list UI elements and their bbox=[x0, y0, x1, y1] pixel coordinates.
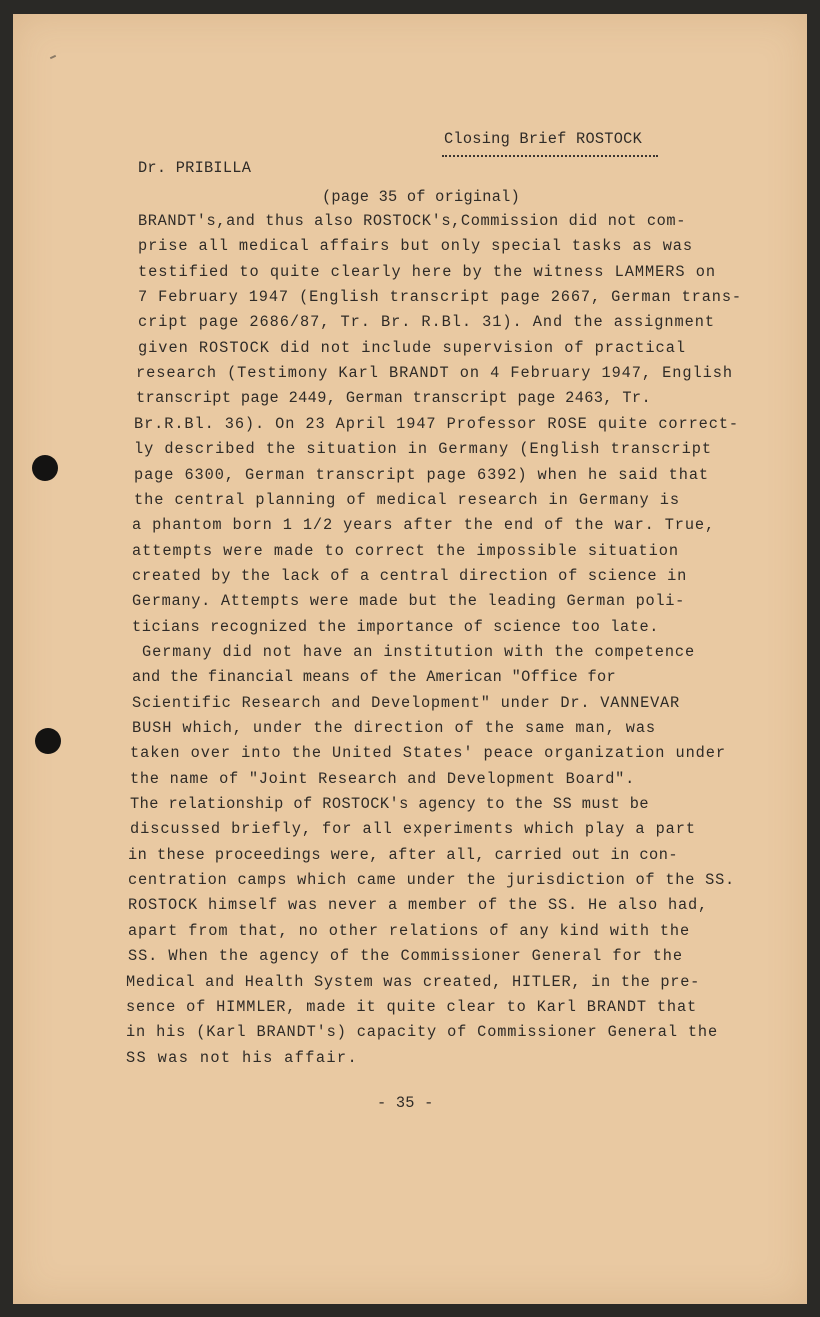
body-line: the central planning of medical research in Germany is bbox=[134, 491, 680, 509]
body-line: discussed briefly, for all experiments which play a part bbox=[130, 820, 696, 838]
document-title: Closing Brief ROSTOCK bbox=[444, 130, 643, 148]
title-underline bbox=[442, 155, 658, 157]
body-line: Germany did not have an institution with the competence bbox=[132, 643, 695, 661]
body-line: SS was not his affair. bbox=[126, 1049, 358, 1067]
body-line: in his (Karl BRANDT's) capacity of Commissioner General the bbox=[126, 1023, 718, 1041]
body-line: ticians recognized the importance of science too late. bbox=[132, 618, 659, 636]
body-line: BUSH which, under the direction of the same man, was bbox=[132, 719, 656, 737]
body-line: cript page 2686/87, Tr. Br. R.Bl. 31). And the assignment bbox=[138, 313, 715, 331]
body-line: Germany. Attempts were made but the leading German poli- bbox=[132, 592, 685, 610]
body-line: Br.R.Bl. 36). On 23 April 1947 Professor ROSE quite correct- bbox=[134, 415, 739, 433]
body-line: attempts were made to correct the impossible situation bbox=[132, 542, 679, 560]
body-line: 7 February 1947 (English transcript page 2667, German trans- bbox=[138, 288, 742, 306]
body-line: research (Testimony Karl BRANDT on 4 February 1947, English bbox=[136, 364, 733, 382]
body-line: a phantom born 1 1/2 years after the end of the war. True, bbox=[132, 516, 715, 534]
body-line: created by the lack of a central direction of science in bbox=[132, 567, 687, 585]
punch-hole-bottom bbox=[35, 728, 61, 754]
page-number: - 35 - bbox=[377, 1094, 434, 1112]
body-line: the name of "Joint Research and Development Board". bbox=[130, 770, 635, 788]
speaker-name: Dr. PRIBILLA bbox=[138, 159, 252, 177]
body-line: page 6300, German transcript page 6392) when he said that bbox=[134, 466, 709, 484]
body-line: in these proceedings were, after all, carried out in con- bbox=[128, 846, 678, 864]
body-line: given ROSTOCK did not include supervision of practical bbox=[138, 339, 686, 357]
body-line: prise all medical affairs but only special tasks as was bbox=[138, 237, 693, 255]
body-line: and the financial means of the American "Office for bbox=[132, 668, 616, 686]
body-line: centration camps which came under the jurisdiction of the SS. bbox=[128, 871, 735, 889]
punch-hole-top bbox=[32, 455, 58, 481]
body-line: Medical and Health System was created, HITLER, in the pre- bbox=[126, 973, 700, 991]
body-line: Scientific Research and Development" under Dr. VANNEVAR bbox=[132, 694, 680, 712]
body-line: SS. When the agency of the Commissioner General for the bbox=[128, 947, 683, 965]
page-reference: (page 35 of original) bbox=[322, 188, 521, 206]
body-line: transcript page 2449, German transcript page 2463, Tr. bbox=[136, 389, 651, 407]
body-line: testified to quite clearly here by the witness LAMMERS on bbox=[138, 263, 716, 281]
body-line: BRANDT's,and thus also ROSTOCK's,Commission did not com- bbox=[138, 212, 686, 230]
body-line: apart from that, no other relations of any kind with the bbox=[128, 922, 690, 940]
body-line: The relationship of ROSTOCK's agency to the SS must be bbox=[130, 795, 649, 813]
body-line: ly described the situation in Germany (English transcript bbox=[134, 440, 712, 458]
body-line: sence of HIMMLER, made it quite clear to Karl BRANDT that bbox=[126, 998, 697, 1016]
body-line: taken over into the United States' peace organization under bbox=[130, 744, 726, 762]
body-line: ROSTOCK himself was never a member of the SS. He also had, bbox=[128, 896, 708, 914]
